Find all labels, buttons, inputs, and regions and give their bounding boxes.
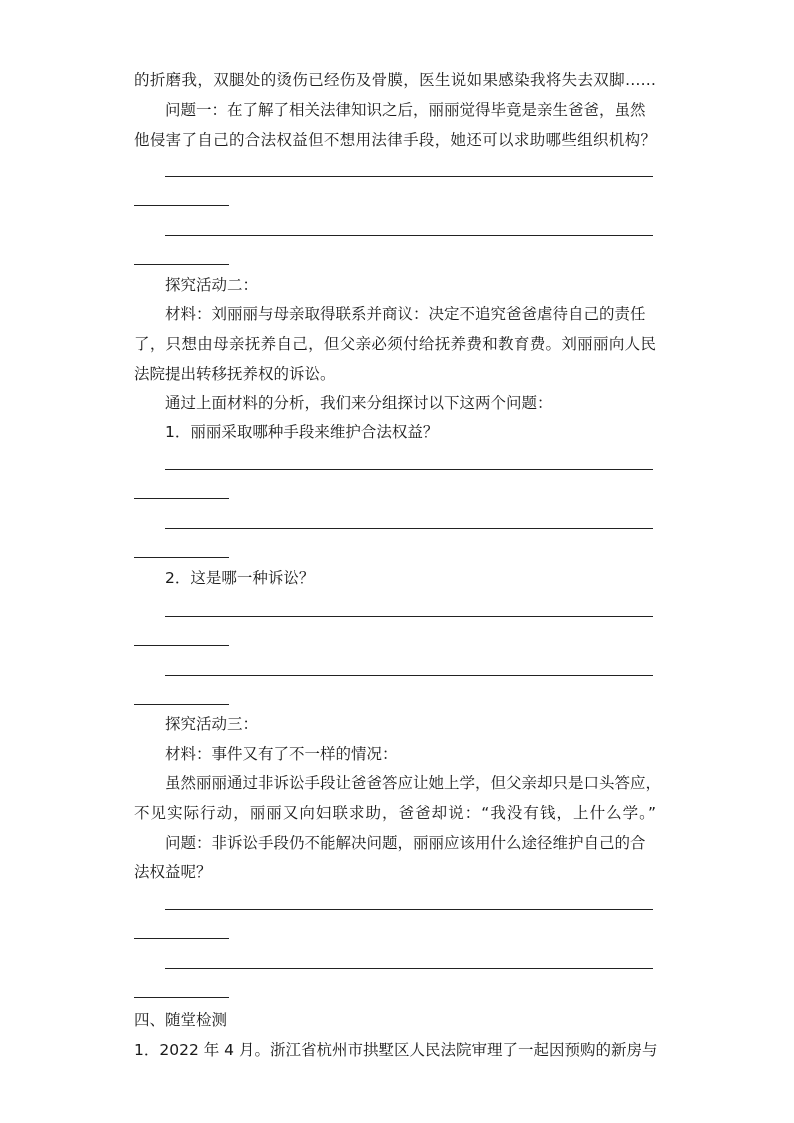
answer-line[interactable] [134,704,229,705]
answer-line[interactable] [134,557,229,558]
question-one-line: 问题一：在了解了相关法律知识之后，丽丽觉得毕竟是亲生爸爸，虽然 [165,101,646,119]
answer-line[interactable] [134,997,229,998]
activity-two-title: 探究活动二： [165,276,259,294]
answer-line[interactable] [165,469,653,470]
answer-line[interactable] [165,675,653,676]
activity-two-question-2: 2．这是哪一种诉讼？ [165,569,315,587]
answer-line[interactable] [134,205,229,206]
answer-line[interactable] [165,968,653,969]
activity-two-material: 了，只想由母亲抚养自己，但父亲必须付给抚养费和教育费。刘丽丽向人民 [134,335,656,353]
activity-two-intro: 通过上面材料的分析，我们来分组探讨以下这两个问题： [165,394,553,412]
section-four-title: 四、随堂检测 [134,1011,228,1029]
answer-line[interactable] [165,176,653,177]
activity-three-paragraph: 不见实际行动，丽丽又向妇联求助，爸爸却说：“我没有钱，上什么学。” [134,804,656,822]
answer-line[interactable] [134,938,229,939]
answer-line[interactable] [134,264,229,265]
activity-three-material: 材料：事件又有了不一样的情况： [165,745,398,763]
activity-three-title: 探究活动三： [165,715,259,733]
activity-two-material: 材料：刘丽丽与母亲取得联系并商议：决定不追究爸爸虐待自己的责任 [165,305,646,323]
section-four-item: 1．2022 年 4 月。浙江省杭州市拱墅区人民法院审理了一起因预购的新房与 [134,1041,658,1059]
activity-three-question: 问题：非诉讼手段仍不能解决问题，丽丽应该用什么途径维护自己的合 [165,834,646,852]
paragraph-line: 的折磨我，双腿处的烫伤已经伤及骨膜，医生说如果感染我将失去双脚…… [134,71,656,89]
activity-two-material: 法院提出转移抚养权的诉讼。 [134,365,336,383]
answer-line[interactable] [165,235,653,236]
activity-three-question: 法权益呢？ [134,863,212,881]
answer-line[interactable] [165,909,653,910]
question-one-line: 他侵害了自己的合法权益但不想用法律手段，她还可以求助哪些组织机构？ [134,131,656,149]
activity-two-question-1: 1．丽丽采取哪种手段来维护合法权益？ [165,423,439,441]
activity-three-paragraph: 虽然丽丽通过非诉讼手段让爸爸答应让她上学，但父亲却只是口头答应， [165,774,662,792]
answer-line[interactable] [165,616,653,617]
answer-line[interactable] [134,645,229,646]
answer-line[interactable] [134,498,229,499]
answer-line[interactable] [165,528,653,529]
